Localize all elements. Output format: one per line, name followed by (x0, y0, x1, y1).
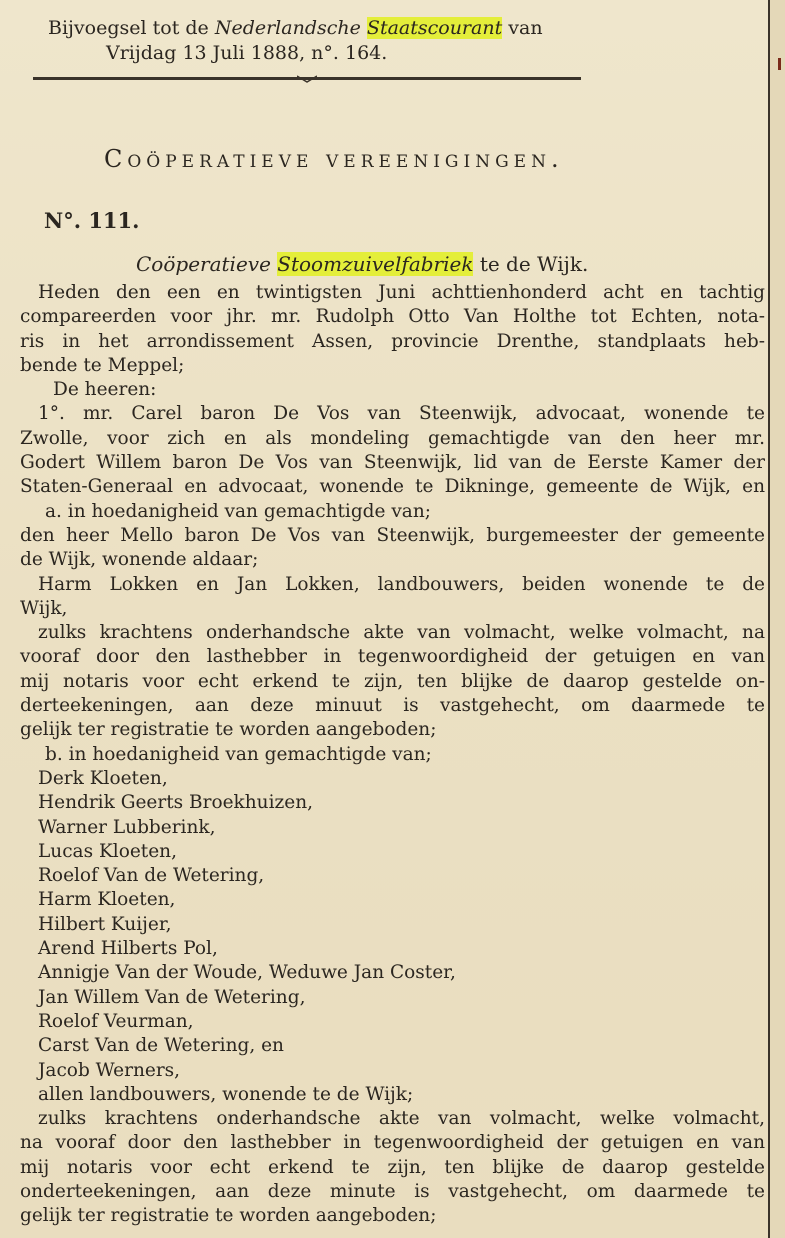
text-line: Godert Willem baron De Vos van Steenwijk, lid van de Eerste Kamer der (20, 452, 765, 474)
name-line: Harm Kloeten, (38, 889, 176, 911)
text-line: Heden den een en twintigsten Juni achttienhonderd acht en tachtig (38, 282, 765, 303)
text-line: compareerden voor jhr. mr. Rudolph Otto Van Holthe tot Echten, nota- (20, 306, 765, 328)
name-line: Jacob Werners, (38, 1059, 181, 1081)
rule-ornament (295, 74, 317, 84)
name-line: Annigje Van der Woude, Weduwe Jan Coster, (38, 962, 456, 984)
name-line: Carst Van de Wetering, en (38, 1035, 284, 1057)
text-line: De heeren: (53, 379, 157, 401)
name-line: Derk Kloeten, (38, 767, 168, 789)
name-line: Roelof Veurman, (38, 1010, 194, 1032)
header-suffix: van (508, 17, 543, 39)
subtitle-part-2: te de Wijk. (479, 252, 589, 276)
page-header (48, 16, 748, 66)
text-line: 1°. mr. Carel baron De Vos van Steenwijk, advocaat, wonende te (38, 403, 765, 425)
header-line-1 (48, 16, 748, 41)
text-line: Zwolle, voor zich en als mondeling gemachtigde van den heer mr. (20, 427, 765, 449)
text-line: mij notaris voor echt erkend te zijn, ten blijke de daarop gestelde (20, 1156, 765, 1178)
text-line: Staten-Generaal en advocaat, wonende te Dikninge, gemeente de Wijk, en (20, 476, 765, 498)
text-line: na vooraf door den lasthebber in tegenwoordigheid der getuigen en van (20, 1132, 765, 1154)
subtitle-part-1: Coöperatieve (136, 252, 271, 276)
header-prefix: Bijvoegsel tot de (48, 17, 209, 39)
text-line: gelijk ter registratie te worden aangeboden; (20, 719, 437, 741)
article-body (20, 281, 765, 1229)
text-line: den heer Mello baron De Vos van Steenwijk, burgemeester der gemeente (20, 524, 765, 546)
header-date-line: Vrijdag 13 Juli 1888, n°. 164. (106, 42, 388, 64)
text-line: de Wijk, wonende aldaar; (20, 549, 259, 571)
text-line: Wijk, (20, 597, 68, 619)
name-line: Hendrik Geerts Broekhuizen, (38, 792, 313, 814)
text-line: allen landbouwers, wonende te de Wijk; (38, 1083, 414, 1105)
name-line: Jan Willem Van de Wetering, (38, 986, 306, 1008)
name-line: Roelof Van de Wetering, (38, 865, 265, 887)
text-line: ris in het arrondissement Assen, provincie Drenthe, standplaats heb- (20, 330, 765, 352)
text-line: Harm Lokken en Jan Lokken, landbouwers, beiden wonende te de (38, 573, 765, 595)
text-line: gelijk ter registratie te worden aangeboden; (20, 1205, 437, 1227)
entry-subtitle (136, 252, 588, 276)
text-line: derteekeningen, aan deze minuut is vastgehecht, om daarmede te (20, 695, 765, 717)
adjacent-column-edge (770, 0, 785, 1238)
paper-name: Nederlandsche (214, 17, 361, 39)
margin-mark (778, 58, 781, 70)
text-line: a. in hoedanigheid van gemachtigde van; (45, 500, 431, 522)
text-line: vooraf door den lasthebber in tegenwoordigheid der getuigen en van (20, 646, 765, 668)
text-line: zulks krachtens onderhandsche akte van volmacht, welke volmacht, (38, 1108, 765, 1130)
text-line: mij notaris voor echt erkend te zijn, ten blijke de daarop gestelde on- (20, 670, 765, 692)
text-line: onderteekeningen, aan deze minute is vastgehecht, om daarmede te (20, 1180, 765, 1202)
section-title: Coöperatieve vereenigingen. (104, 145, 564, 173)
name-line: Arend Hilberts Pol, (38, 938, 218, 960)
name-line: Lucas Kloeten, (38, 840, 177, 862)
text-line: bende te Meppel; (20, 354, 185, 376)
paper-name-highlight: Staatscourant (366, 17, 503, 39)
subtitle-highlight: Stoomzuivelfabriek (277, 252, 474, 276)
entry-number: N°. 111. (44, 208, 140, 233)
text-line: b. in hoedanigheid van gemachtigde van; (45, 743, 432, 765)
name-line: Hilbert Kuijer, (38, 913, 172, 935)
text-line: zulks krachtens onderhandsche akte van volmacht, welke volmacht, na (38, 622, 765, 644)
name-line: Warner Lubberink, (38, 816, 216, 838)
